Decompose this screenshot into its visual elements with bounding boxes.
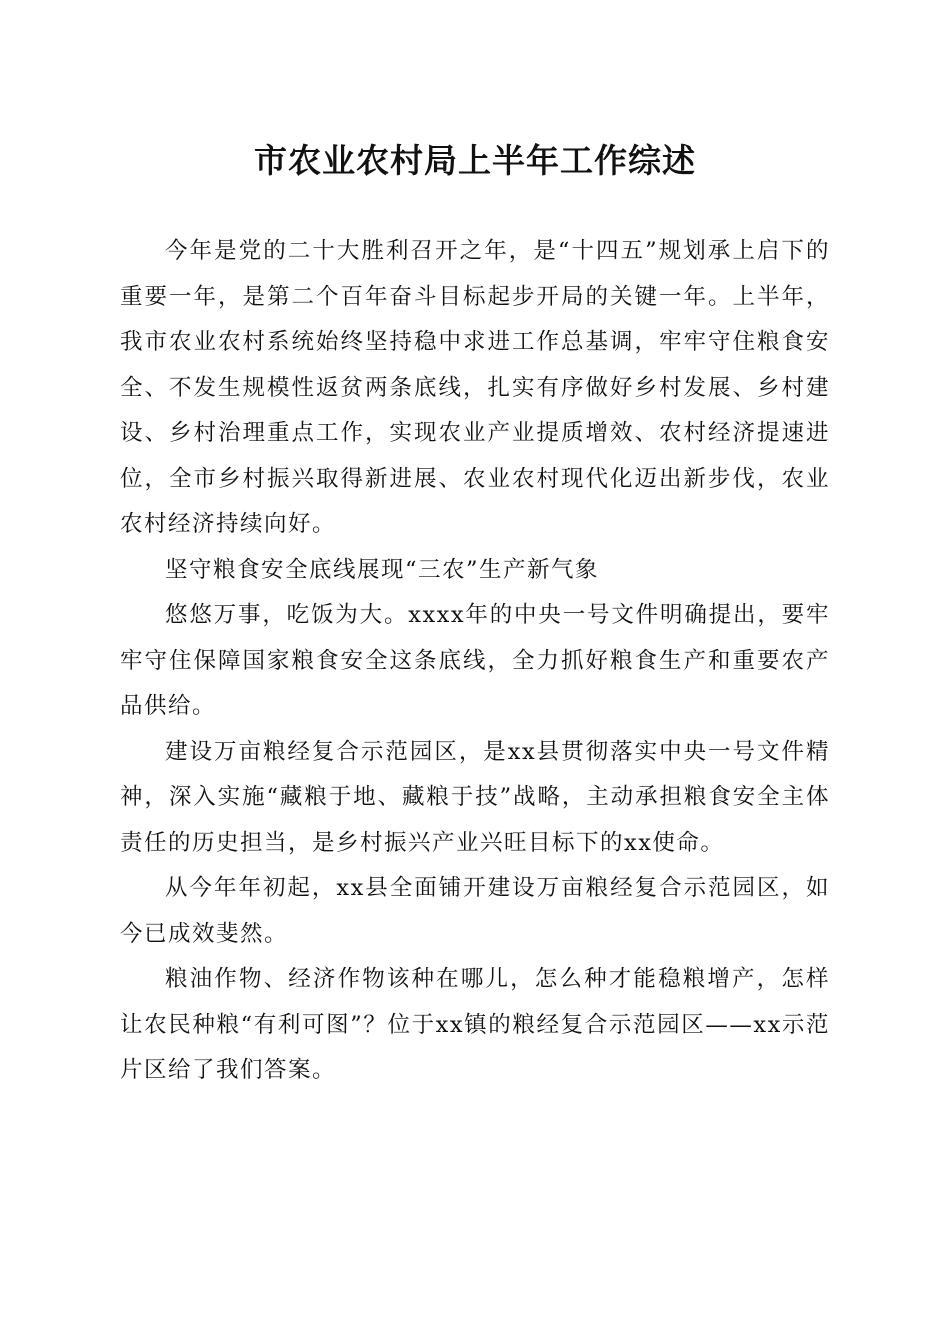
paragraph-answer: 粮油作物、经济作物该种在哪儿，怎么种才能稳粮增产，怎样让农民种粮“有利可图”？位于xx镇的粮经复合示范园区——xx示范片区给了我们答案。	[120, 966, 830, 1083]
document-title: 市农业农村局上半年工作综述	[254, 141, 696, 180]
paragraph-food-security: 悠悠万事，吃饭为大。xxxx年的中央一号文件明确提出，要牢牢守住保障国家粮食安全这条底线，全力抓好粮食生产和重要农产品供给。	[120, 602, 830, 719]
paragraph-progress: 从今年年初起，xx县全面铺开建设万亩粮经复合示范园区，如今已成效斐然。	[120, 875, 830, 947]
paragraph-demo-park: 建设万亩粮经复合示范园区，是xx县贯彻落实中央一号文件精神，深入实施“藏粮于地、藏粮于技”战略，主动承担粮食安全主体责任的历史担当，是乡村振兴产业兴旺目标下的xx使命。	[120, 738, 830, 856]
paragraph-intro: 今年是党的二十大胜利召开之年，是“十四五”规划承上启下的重要一年，是第二个百年奋斗目标起步开局的关键一年。上半年，我市农业农村系统始终坚持稳中求进工作总基调，牢牢守住粮食安全、不发生规模性返贫两条底线，扎实有序做好乡村发展、乡村建设、乡村治理重点工作，实现农业产业提质增效、农村经济提速进位，全市乡村振兴取得新进展、农业农村现代化迈出新步伐，农业农村经济持续向好。	[120, 238, 830, 537]
section-heading: 坚守粮食安全底线展现“三农”生产新气象	[165, 556, 600, 583]
document-body	[120, 229, 830, 1094]
